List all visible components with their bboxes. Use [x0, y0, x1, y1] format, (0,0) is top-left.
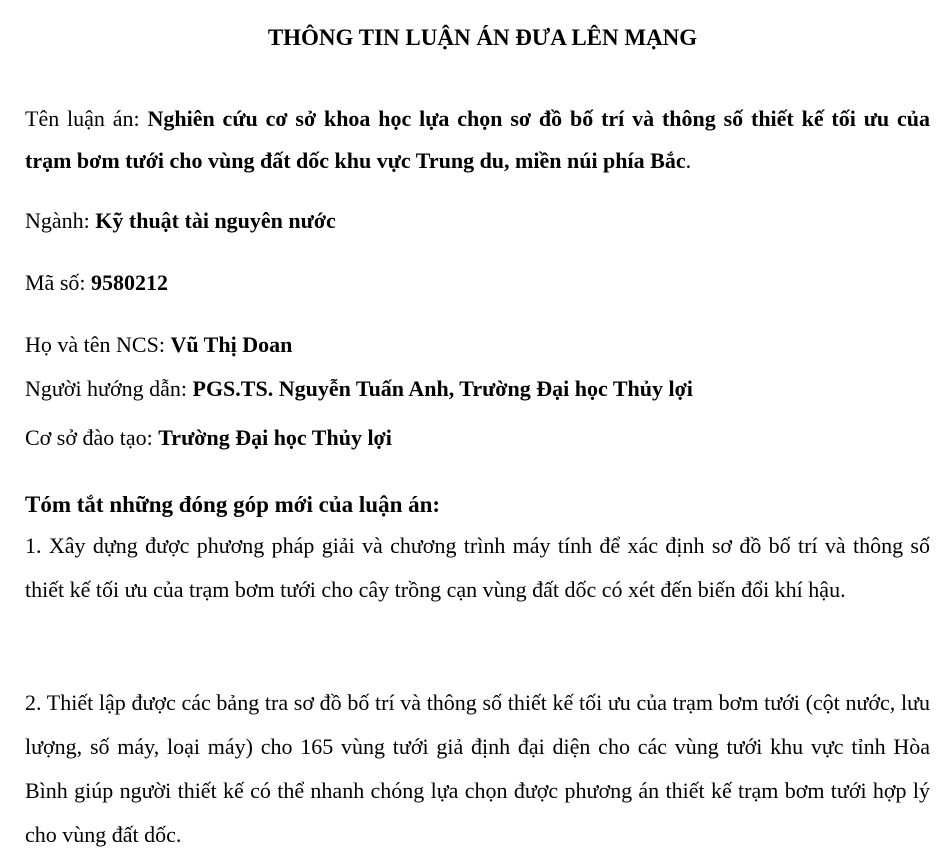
major-row [25, 206, 930, 236]
candidate-label: Họ và tên NCS: [25, 332, 171, 357]
code-value: 9580212 [91, 270, 168, 295]
summary-heading: Tóm tắt những đóng góp mới của luận án: [25, 492, 441, 517]
candidate-value: Vũ Thị Doan [170, 332, 293, 357]
document-title: THÔNG TIN LUẬN ÁN ĐƯA LÊN MẠNG [267, 25, 698, 50]
institution-label: Cơ sở đào tạo: [25, 425, 159, 450]
institution-value: Trường Đại học Thủy lợi [158, 425, 392, 450]
document-page [25, 18, 930, 847]
thesis-name-label: Tên luận án: [25, 106, 148, 131]
major-label: Ngành: [25, 208, 96, 233]
thesis-name-row [25, 98, 930, 182]
code-label: Mã số: [25, 270, 91, 295]
supervisor-value: PGS.TS. Nguyễn Tuấn Anh, Trường Đại học Thủy lợi [192, 376, 693, 401]
supervisor-row [25, 374, 930, 404]
candidate-row [25, 330, 930, 360]
thesis-name-value: Nghiên cứu cơ sở khoa học lựa chọn sơ đồ bố trí và thông số thiết kế tối ưu của trạm bơm tưới cho vùng đất dốc khu vực Trung du, miền núi phía Bắc [25, 106, 930, 173]
contribution-item-1: 1. Xây dựng được phương pháp giải và chương trình máy tính để xác định sơ đồ bố trí và thông số thiết kế tối ưu của trạm bơm tưới cho cây trồng cạn vùng đất dốc có xét đến biến đổi khí hậu. [25, 533, 930, 602]
institution-row [25, 423, 930, 453]
thesis-name-end: . [685, 148, 692, 173]
code-row [25, 268, 930, 298]
major-value: Kỹ thuật tài nguyên nước [95, 208, 336, 233]
supervisor-label: Người hướng dẫn: [25, 376, 193, 401]
contribution-item-2: 2. Thiết lập được các bảng tra sơ đồ bố trí và thông số thiết kế tối ưu của trạm bơm tưới (cột nước, lưu lượng, số máy, loại máy) cho 165 vùng tưới giả định đại diện cho các vùng tưới khu vực tỉnh Hòa Bình giúp người thiết kế có thể nhanh chóng lựa chọn được phương án thiết kế trạm bơm tưới hợp lý cho vùng đất dốc. [25, 690, 930, 847]
